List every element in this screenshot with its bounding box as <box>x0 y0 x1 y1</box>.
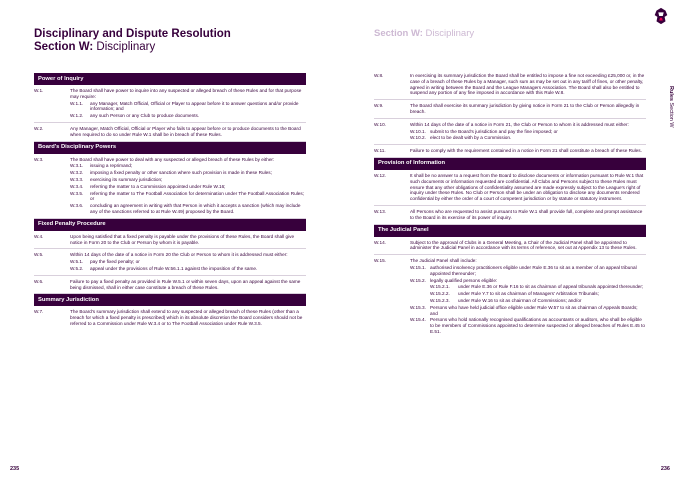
rule-w1: W.1. The Board shall have power to inquire into any suspected or alleged breach of these Rules and for that purpose may require: W.1.1. any Manager, Match Official, Official or Player to appear before it to answer questions and/or provide information; and W.1.2. any such Person or any Club to produce documents. <box>34 85 306 123</box>
rule-w3: W.3. The Board shall have power to deal with any suspected or alleged breach of these Rules by either: W.3.1. issuing a reprimand; W.3.2. imposing a fixed penalty or other sanction where such provision is made in these Rules; W.3.3. exercising its summary jurisdiction; W.3.4. referring the matter to a Commission appointed under Rule W.16; W.3.5. referring the matter to The Football Association for determination under The Football Association Rules; or W.3.6. concluding an agreement in writing with that Person in which it accepts a sanction (which may include any of the sanctions referred to at Rule W.49) proposed by the Board. <box>34 154 306 219</box>
right-content <box>374 73 646 338</box>
page-number-left: 235 <box>10 466 20 472</box>
page-title: Disciplinary and Dispute Resolution <box>34 28 231 40</box>
premier-league-lion-icon <box>652 7 670 25</box>
section-heading-judicial-panel: The Judicial Panel <box>374 225 646 237</box>
rule-w4: W.4. Upon being satisfied that a fixed penalty is payable under the provisions of these Rules, the Board shall give notice in Form 20 to the Club or Person by whom it is payable. <box>34 231 306 250</box>
section-heading-power-of-inquiry: Power of Inquiry <box>34 73 306 85</box>
rule-w5: W.5. Within 14 days of the date of a notice in Form 20 the Club or Person to whom it is addressed must either: W.5.1. pay the fixed penalty; or W.5.2. appeal under the provisions of Rule W.56.1.1 against the imposition of the same. <box>34 249 306 275</box>
page-number-right: 236 <box>660 466 670 472</box>
rule-w14: W.14. Subject to the approval of Clubs in a General Meeting, a Chair of the Judicial Panel shall be appointed to administer the Judicial Panel in accordance with its terms of reference, set out at Appendix 13 to these Rules. <box>374 237 646 256</box>
section-heading-fixed-penalty: Fixed Penalty Procedure <box>34 219 306 231</box>
left-content <box>34 73 306 330</box>
section-subtitle: Section W: Disciplinary <box>34 41 156 53</box>
side-tab-label: Rules Section W <box>668 86 674 128</box>
section-heading-provision-of-information: Provision of Information <box>374 158 646 170</box>
rule-w11: W.11. Failure to comply with the requirement contained in a notice in Form 21 shall constitute a breach of these Rules. <box>374 145 646 158</box>
rule-w10: W.10. Within 14 days of the date of a notice in Form 21, the Club or Person to whom it is addressed must either: W.10.1. submit to the Board's jurisdiction and pay the fine imposed; or W.10.2. elect to be dealt with by a Commission. <box>374 119 646 145</box>
rule-w6: W.6. Failure to pay a fixed penalty as provided in Rule W.5.1 or within seven days, upon an appeal against the same being dismissed, shall in either case constitute a breach of these Rules. <box>34 276 306 295</box>
rule-w15: W.15. The Judicial Panel shall include: W.15.1. authorised insolvency practitioners eligible under Rule E.36 to sit as a member of an appeal tribunal appointed thereunder; W.15.2. legally qualified persons eligible: W.15.2.1. under Rule E.36 or Rule F.16 to sit as chairman of appeal tribunals appointed thereunder; W.15.2.2. under Rule Y.7 to sit as chairman of Managers' Arbitration Tribunals; W.15.2.3. under Rule W.16 to sit as chairman of Commissions; and/or W.15.3. Persons who have held judicial office eligible under Rule W.57 to sit as chairman of Appeals Boards; and W.15.4. Persons who hold nationally recognised qualifications as accountants or auditors, who shall be eligible to be members of Commissions appointed to determine suspected or alleged breaches of Rules E.45 to E.51. <box>374 258 645 334</box>
section-heading-summary-jurisdiction: Summary Jurisdiction <box>34 294 306 306</box>
rule-w2: W.2. Any Manager, Match Official, Official or Player who fails to appear before or to produce documents to the Board when required to do so under Rule W.1 shall be in breach of these Rules. <box>34 123 306 142</box>
rule-w8: W.8. In exercising its summary jurisdiction the Board shall be entitled to impose a fine not exceeding £25,000 or, in the case of a breach of these Rules by a Manager, such sum as may be set out in any tariff of fines, or other penalty, agreed in writing between the Board and the League Managers Association. The Board shall also be entitled to suspend any portion of any fine imposed in accordance with this Rule W.8. <box>374 73 646 100</box>
section-heading-board-disciplinary-powers: Board's Disciplinary Powers <box>34 142 306 154</box>
section-subtitle-faded: Section W: Disciplinary <box>374 28 475 39</box>
rule-w9: W.9. The Board shall exercise its summary jurisdiction by giving notice in Form 21 to the Club or Person allegedly in breach. <box>374 100 646 119</box>
rule-w12: W.12. It shall be no answer to a request from the Board to disclose documents or information pursuant to Rule W.1 that such documents or information requested are confidential. All Clubs and Persons subject to these Rules must ensure that any other obligations of confidentiality assumed are made expressly subject to the League's right of inquiry under these Rules. No Club or Person shall be under an obligation to disclose any documents rendered confidential by either the order of a court of competent jurisdiction or by statute or statutory instrument. <box>374 170 646 206</box>
rule-w7: W.7. The Board's summary jurisdiction shall extend to any suspected or alleged breach of these Rules (other than a breach for which a fixed penalty is prescribed) which in its absolute discretion the Board considers should not be referred to a Commission under Rule W.3.4 or to The Football Association under Rule W.3.5. <box>34 309 303 326</box>
right-page <box>340 0 680 483</box>
rule-w13: W.13. All Persons who are requested to assist pursuant to Rule W.1 shall provide full, complete and prompt assistance to the Board in its exercise of its power of inquiry. <box>374 206 646 225</box>
